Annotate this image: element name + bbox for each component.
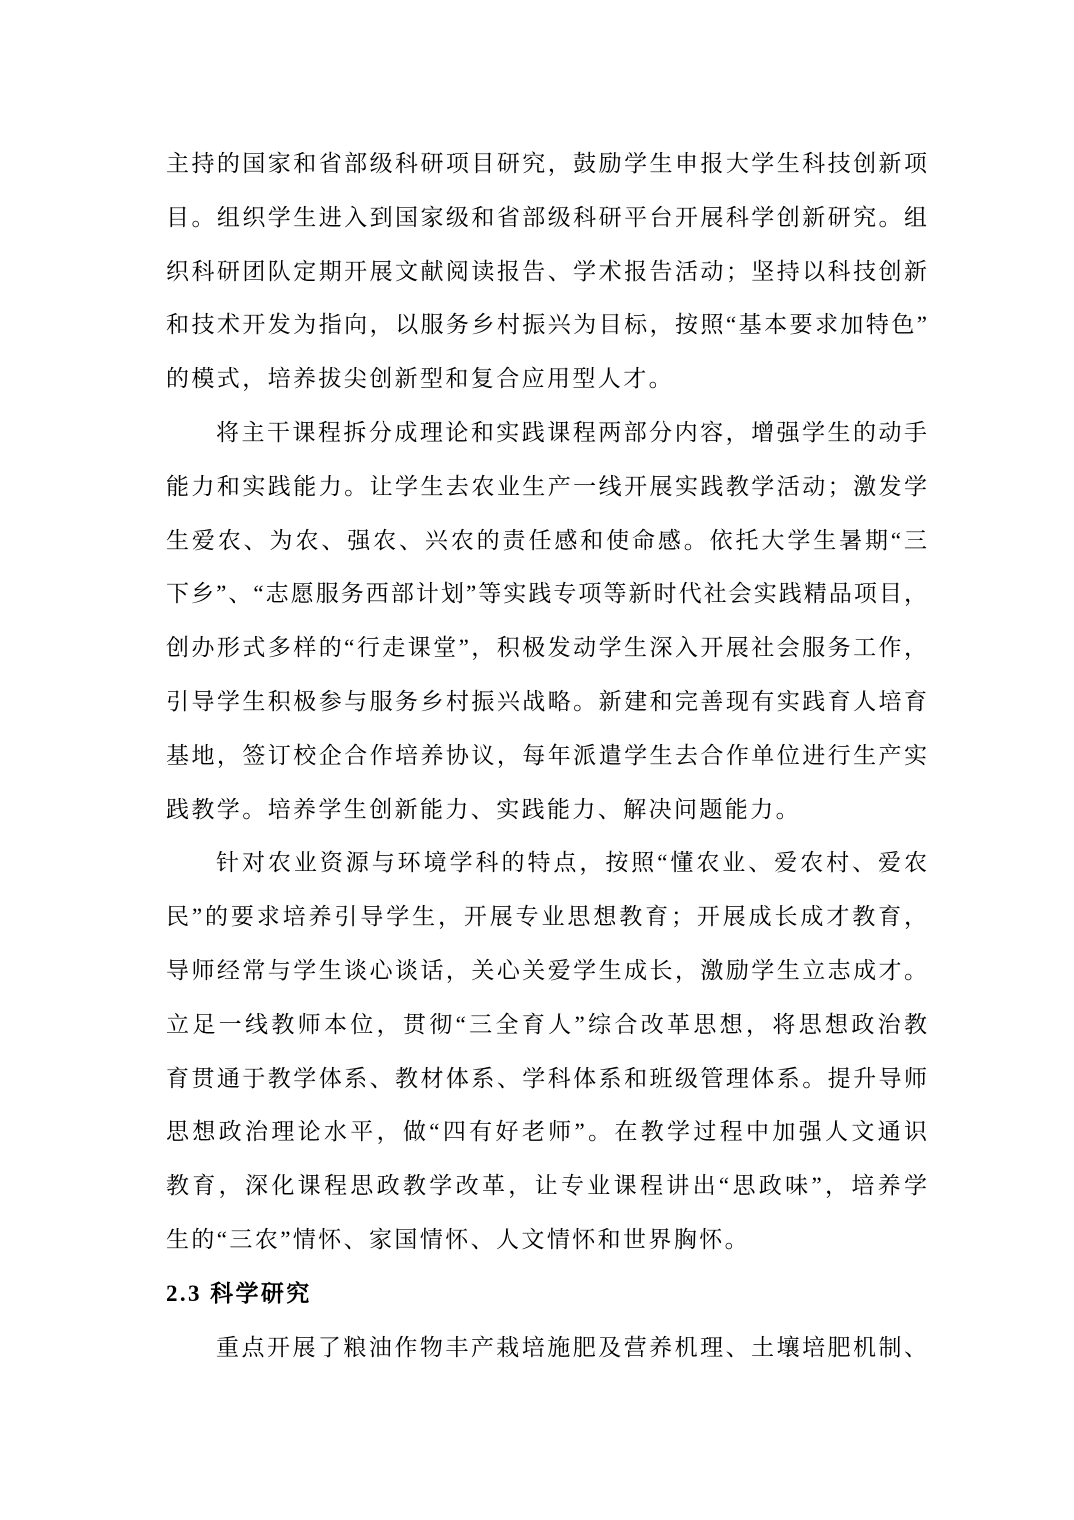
- text-line: 将主干课程拆分成理论和实践课程两部分内容，增强学生的动手: [216, 419, 927, 445]
- text-line: 立足一线教师本位，贯彻“三全育人”综合改革思想，将思想政治教: [166, 1011, 927, 1037]
- section-heading-2-3: [166, 1267, 927, 1321]
- text-line: 目。组织学生进入到国家级和省部级科研平台开展科学创新研究。组: [166, 204, 927, 230]
- paragraph-practice-teaching: [166, 406, 927, 836]
- text-line: 基地，签订校企合作培养协议，每年派遣学生去合作单位进行生产实: [166, 742, 927, 768]
- text-line: 能力和实践能力。让学生去农业生产一线开展实践教学活动；激发学: [166, 473, 927, 499]
- document-content: [166, 137, 927, 1374]
- text-line: 民”的要求培养引导学生，开展专业思想教育；开展成长成才教育，: [166, 904, 927, 930]
- text-line: 的模式，培养拔尖创新型和复合应用型人才。: [166, 366, 674, 392]
- paragraph-scientific-research: [166, 1321, 927, 1375]
- text-line: 践教学。培养学生创新能力、实践能力、解决问题能力。: [166, 796, 801, 822]
- text-line: 导师经常与学生谈心谈话，关心关爱学生成长，激励学生立志成才。: [166, 957, 927, 983]
- text-line: 生爱农、为农、强农、兴农的责任感和使命感。依托大学生暑期“三: [166, 527, 927, 553]
- text-line: 和技术开发为指向，以服务乡村振兴为目标，按照“基本要求加特色”: [166, 312, 927, 338]
- text-line: 针对农业资源与环境学科的特点，按照“懂农业、爱农村、爱农: [216, 850, 927, 876]
- text-line: 育贯通于教学体系、教材体系、学科体系和班级管理体系。提升导师: [166, 1065, 927, 1091]
- text-line: 生的“三农”情怀、家国情怀、人文情怀和世界胸怀。: [166, 1226, 751, 1252]
- paragraph-research-training: [166, 137, 927, 406]
- text-line: 下乡”、“志愿服务西部计划”等实践专项等新时代社会实践精品项目，: [166, 581, 927, 607]
- text-line: 重点开展了粮油作物丰产栽培施肥及营养机理、土壤培肥机制、: [216, 1334, 927, 1360]
- paragraph-ideological-education: [166, 836, 927, 1266]
- text-line: 主持的国家和省部级科研项目研究，鼓励学生申报大学生科技创新项: [166, 151, 927, 176]
- text-line: 创办形式多样的“行走课堂”，积极发动学生深入开展社会服务工作，: [166, 635, 927, 661]
- text-line: 思想政治理论水平，做“四有好老师”。在教学过程中加强人文通识: [166, 1119, 927, 1145]
- text-line: 教育，深化课程思政教学改革，让专业课程讲出“思政味”，培养学: [166, 1173, 927, 1199]
- heading-line: 2.3 科学研究: [166, 1280, 312, 1306]
- text-line: 引导学生积极参与服务乡村振兴战略。新建和完善现有实践育人培育: [166, 688, 927, 714]
- text-line: 织科研团队定期开展文献阅读报告、学术报告活动；坚持以科技创新: [166, 258, 927, 284]
